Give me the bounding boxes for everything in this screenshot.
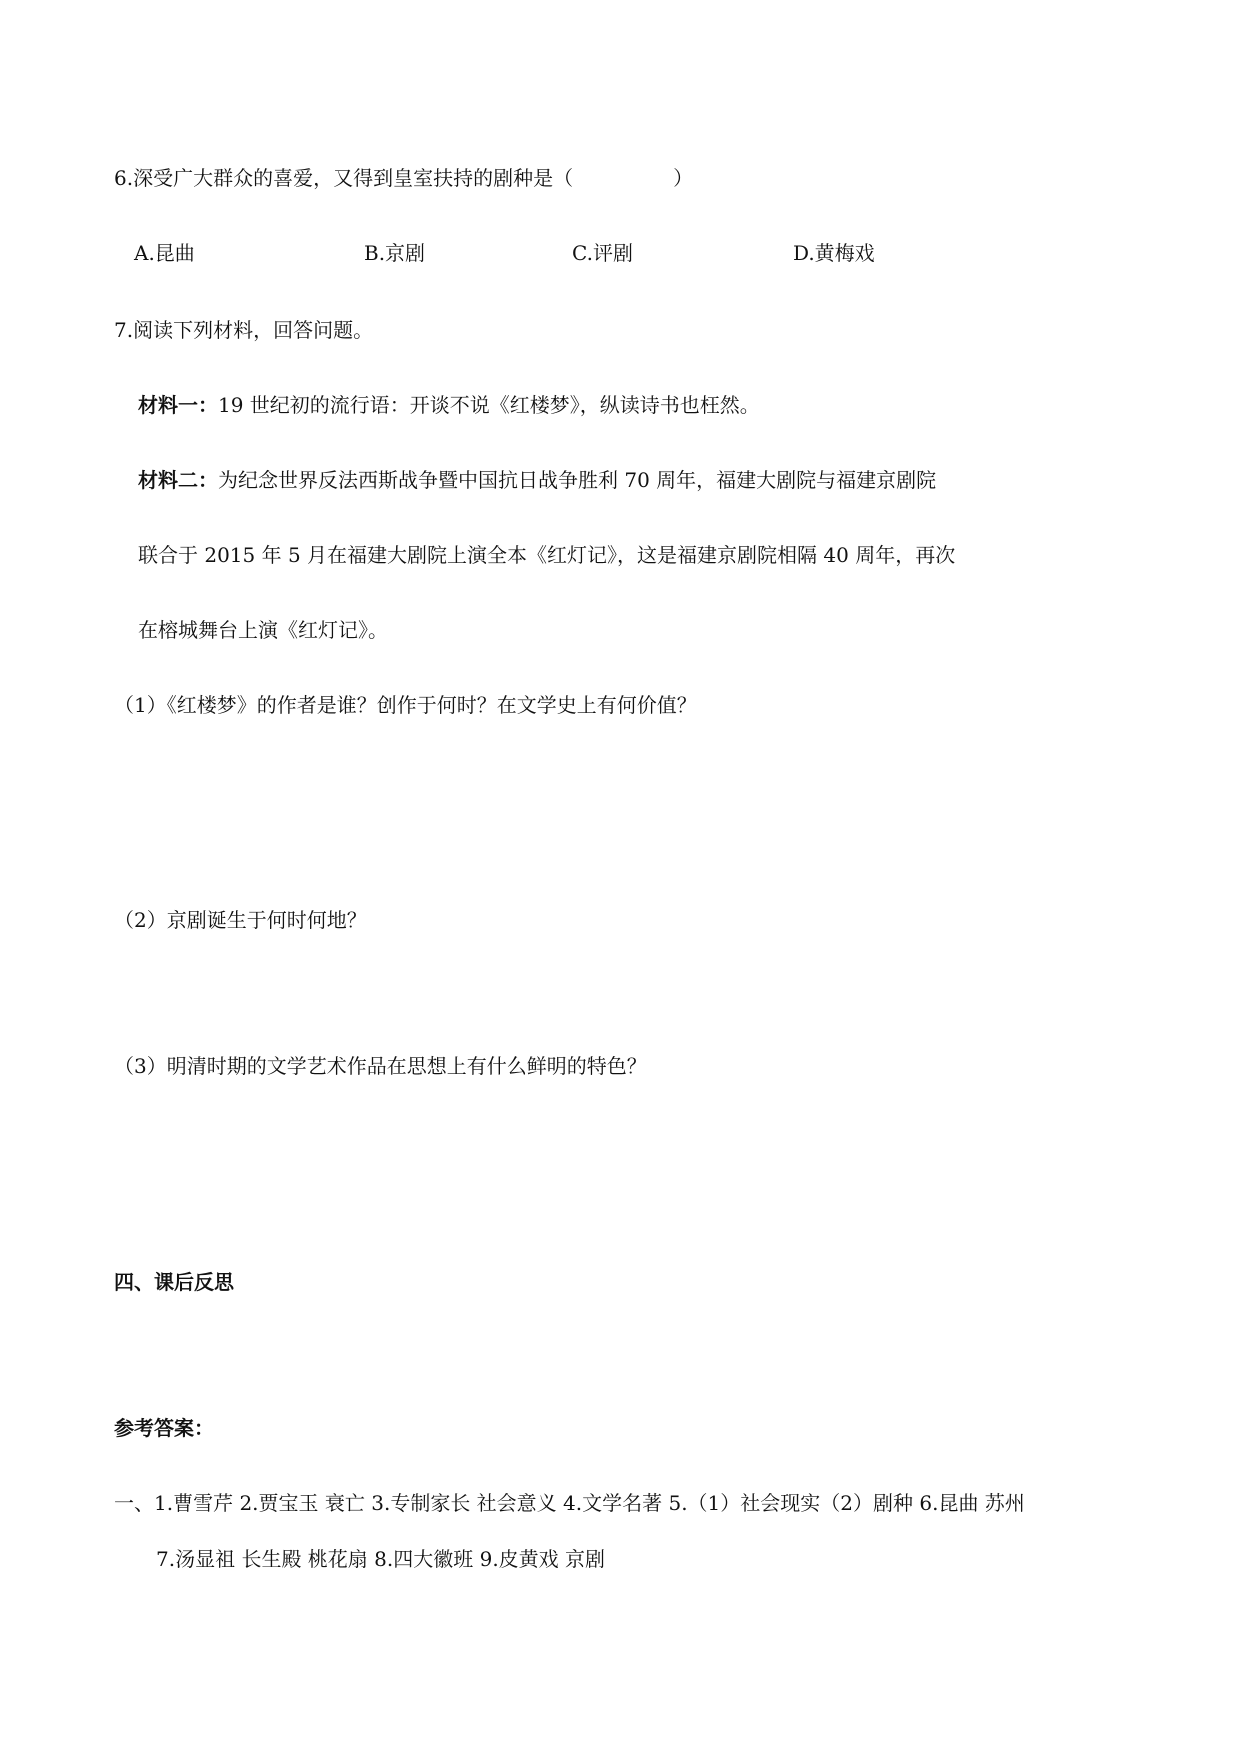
sub-question-2: （2）京剧诞生于何时何地？ [114, 908, 367, 932]
material-2-line-2: 联合于 2015 年 5 月在福建大剧院上演全本《红灯记》，这是福建京剧院相隔 40 周年，再次 [138, 543, 956, 567]
material-2-text-1: 为纪念世界反法西斯战争暨中国抗日战争胜利 70 周年，福建大剧院与福建京剧院 [218, 468, 937, 492]
answers-title: 参考答案： [114, 1416, 214, 1440]
option-d: D.黄梅戏 [793, 241, 875, 265]
section-4-title: 四、课后反思 [114, 1270, 234, 1294]
option-b: B.京剧 [364, 241, 426, 265]
material-1 [138, 391, 760, 419]
option-a: A.昆曲 [134, 241, 195, 265]
material-2-line-1 [138, 466, 936, 494]
material-1-text: 19 世纪初的流行语：开谈不说《红楼梦》，纵读诗书也枉然。 [218, 393, 760, 417]
sub-question-1: （1）《红楼梦》的作者是谁？创作于何时？在文学史上有何价值？ [114, 693, 697, 717]
material-2-line-3: 在榕城舞台上演《红灯记》。 [138, 618, 388, 642]
answers-line-2: 7.汤显祖 长生殿 桃花扇 8.四大徽班 9.皮黄戏 京剧 [156, 1547, 606, 1571]
sub-question-3: （3）明清时期的文学艺术作品在思想上有什么鲜明的特色？ [114, 1054, 647, 1078]
question-6-stem: 6.深受广大群众的喜爱，又得到皇室扶持的剧种是（ ） [114, 166, 694, 190]
material-2-label: 材料二： [138, 468, 218, 492]
option-c: C.评剧 [572, 241, 633, 265]
material-1-label: 材料一： [138, 393, 218, 417]
question-7-stem: 7.阅读下列材料，回答问题。 [114, 318, 374, 342]
answers-line-1: 一、1.曹雪芹 2.贾宝玉 衰亡 3.专制家长 社会意义 4.文学名著 5.（1）社会现实（2）剧种 6.昆曲 苏州 [114, 1491, 1025, 1515]
